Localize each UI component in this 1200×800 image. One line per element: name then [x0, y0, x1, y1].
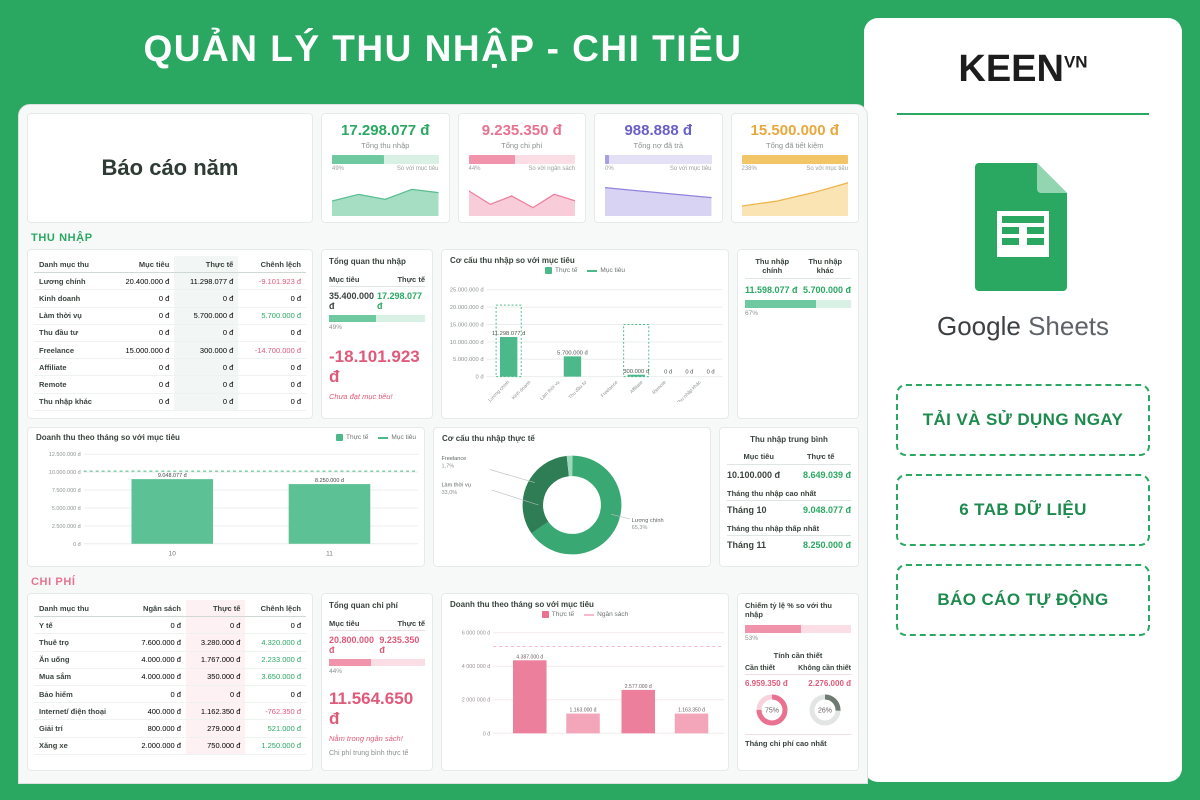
svg-text:8.250.000 đ: 8.250.000 đ: [315, 478, 344, 485]
product-word-1: Google: [936, 311, 1021, 341]
svg-text:2 000 000 đ: 2 000 000 đ: [461, 697, 491, 704]
svg-text:Lương chính: Lương chính: [631, 517, 664, 524]
overview-sub: Chi phí trung bình thực tế: [329, 750, 409, 757]
kpi-sparkline: [332, 176, 439, 216]
income-structure-chart-card: [441, 249, 729, 419]
overview-col-target: Mục tiêu: [329, 275, 360, 284]
chart-legend: [442, 611, 728, 618]
svg-text:5.000.000 đ: 5.000.000 đ: [51, 505, 81, 512]
svg-text:2.500.000 đ: 2.500.000 đ: [51, 523, 81, 530]
svg-text:Freelance: Freelance: [441, 456, 467, 463]
avg-title: Thu nhập trung bình: [750, 435, 828, 444]
svg-text:20.000.000 đ: 20.000.000 đ: [449, 305, 484, 312]
expense-overview-card: [321, 593, 433, 771]
table-header-row: [34, 256, 306, 273]
brand-divider: [897, 113, 1149, 115]
overview-actual-value: 17.298.077 đ: [377, 291, 423, 311]
income-overview-card: [321, 249, 433, 419]
svg-text:0 đ: 0 đ: [706, 369, 715, 376]
overview-pct: 44%: [329, 668, 343, 675]
income-donut-card: [433, 427, 711, 567]
svg-text:7.500.000 đ: 7.500.000 đ: [51, 488, 81, 495]
promo-panel: [864, 18, 1182, 782]
table-row: Internet/ điện thoại 400.000 đ 1.162.350 đ -762.350 đ: [34, 703, 306, 720]
kpi-total-expense: [458, 113, 587, 223]
income-split-card: [737, 249, 859, 419]
svg-text:11: 11: [326, 550, 333, 558]
svg-text:Freelance: Freelance: [600, 380, 620, 400]
table-row: Y tế 0 đ 0 đ 0 đ: [34, 617, 306, 634]
chart-legend: [336, 434, 416, 441]
kpi-total-savings: [731, 113, 860, 223]
svg-text:0 đ: 0 đ: [73, 541, 81, 548]
svg-text:Remote: Remote: [652, 380, 668, 396]
brand-name: KEEN: [958, 48, 1064, 90]
svg-text:4 000 000 đ: 4 000 000 đ: [461, 664, 491, 671]
table-row: Bảo hiểm 0 đ 0 đ 0 đ: [34, 685, 306, 702]
kpi-sparkline: [469, 176, 576, 216]
col-diff: Chênh lệch: [245, 600, 306, 617]
kpi-pct: 44%: [468, 166, 481, 172]
table-row: Freelance 15.000.000 đ 300.000 đ -14.700.000 đ: [34, 341, 306, 358]
split-pct: 67%: [745, 310, 759, 317]
svg-text:5.700.000 đ: 5.700.000 đ: [557, 350, 588, 357]
income-overview-title: Tổng quan thu nhập: [329, 257, 406, 266]
product-word-2: Sheets: [1028, 311, 1110, 341]
overview-pct: 49%: [329, 324, 343, 331]
necessity-value: 6.959.350 đ: [745, 679, 788, 688]
overview-col-actual: Thực tế: [397, 619, 425, 628]
high-month-label: Tháng thu nhập cao nhất: [727, 489, 851, 501]
kpi-pct-note: So với mục tiêu: [669, 166, 712, 172]
overview-actual-value: 9.235.350 đ: [379, 635, 420, 655]
kpi-pct-note: So với mục tiêu: [396, 166, 439, 172]
avg-col-actual: Thực tế: [806, 452, 835, 461]
monthly-expense-chart: [442, 618, 728, 748]
expense-table-card: [27, 593, 313, 771]
kpi-label: Tổng thu nhập: [361, 141, 410, 150]
legend-actual: Thực tế: [542, 611, 574, 618]
section-expense-label: CHI PHÍ: [31, 576, 76, 588]
overview-note: Nằm trong ngân sách!: [329, 734, 403, 743]
svg-text:33,0%: 33,0%: [441, 489, 458, 496]
col-category: Danh mục thu: [34, 256, 110, 273]
necessity-pct: 75%: [764, 707, 779, 715]
income-table-card: [27, 249, 313, 419]
col-budget: Ngân sách: [126, 600, 186, 617]
unnecessity-label: Không cần thiết: [798, 665, 851, 672]
kpi-value: 9.235.350 đ: [481, 122, 562, 139]
kpi-sparkline: [605, 176, 712, 216]
chart-title: Cơ cấu thu nhập thực tế: [442, 434, 535, 443]
kpi-value: 15.500.000 đ: [750, 122, 839, 139]
table-row: Giải trí 800.000 đ 279.000 đ 521.000 đ: [34, 720, 306, 737]
expense-overview-title: Tổng quan chi phí: [329, 601, 398, 610]
low-month: Tháng 11: [727, 540, 767, 550]
table-row: Affiliate 0 đ 0 đ 0 đ: [34, 359, 306, 376]
kpi-label: Tổng nợ đã trả: [633, 141, 684, 150]
split-other-label: Thu nhập khác: [808, 257, 843, 275]
necessity-label: Cần thiết: [745, 665, 775, 672]
split-other-value: 5.700.000 đ: [802, 285, 851, 295]
ratio-pct: 53%: [745, 635, 759, 642]
kpi-pct-note: So với mục tiêu: [806, 166, 848, 172]
svg-text:11.298.077 đ: 11.298.077 đ: [492, 331, 526, 338]
table-row: Mua sắm 4.000.000 đ 350.000 đ 3.650.000 đ: [34, 668, 306, 685]
overview-diff: -18.101.923 đ: [329, 347, 420, 386]
kpi-value: 17.298.077 đ: [341, 122, 430, 139]
overview-col-actual: Thực tế: [397, 275, 425, 284]
brand-logo: [864, 48, 1182, 91]
col-target: Mục tiêu: [110, 256, 175, 273]
overview-note: Chưa đạt mục tiêu!: [329, 392, 393, 401]
col-actual: Thực tế: [174, 256, 238, 273]
auto-report-button[interactable]: BÁO CÁO TỰ ĐỘNG: [896, 564, 1150, 636]
chart-title: Doanh thu theo tháng so với mục tiêu: [450, 600, 594, 609]
svg-text:4.387.000 đ: 4.387.000 đ: [516, 654, 544, 661]
kpi-pct: 0%: [605, 166, 614, 172]
split-main-value: 11.598.077 đ: [745, 285, 798, 295]
table-row: Ăn uống 4.000.000 đ 1.767.000 đ 2.233.000 đ: [34, 651, 306, 668]
dashboard-screenshot: [18, 104, 868, 784]
svg-text:1.163.000 đ: 1.163.000 đ: [569, 707, 597, 714]
svg-text:25.000.000 đ: 25.000.000 đ: [449, 287, 484, 294]
overview-col-target: Mục tiêu: [329, 619, 360, 628]
expense-ratio-card: [737, 593, 859, 771]
svg-text:1.163.350 đ: 1.163.350 đ: [678, 707, 706, 714]
legend-actual: Thực tế: [336, 434, 368, 441]
kpi-value: 988.888 đ: [624, 122, 693, 139]
svg-text:Thu đầu tư: Thu đầu tư: [568, 380, 589, 401]
svg-text:12.500.000 đ: 12.500.000 đ: [48, 452, 81, 459]
brand-suffix: VN: [1063, 52, 1088, 72]
kpi-sparkline: [742, 176, 849, 216]
svg-text:1,7%: 1,7%: [441, 463, 455, 470]
svg-text:10.000.000 đ: 10.000.000 đ: [449, 339, 484, 346]
income-table: [34, 256, 306, 411]
svg-text:0 đ: 0 đ: [664, 369, 673, 376]
low-month-value: 8.250.000 đ: [802, 540, 851, 550]
svg-text:Kinh doanh: Kinh doanh: [511, 380, 533, 402]
table-row: Thu đầu tư 0 đ 0 đ 0 đ: [34, 324, 306, 341]
kpi-pct-note: So với ngân sách: [528, 166, 575, 172]
split-main-label: Thu nhập chính: [755, 257, 790, 275]
expense-row: [27, 593, 859, 771]
page-title: QUẢN LÝ THU NHẬP - CHI TIÊU: [143, 28, 743, 69]
google-sheets-label: [864, 311, 1182, 342]
table-row: Thuê trọ 7.600.000 đ 3.280.000 đ 4.320.000 đ: [34, 634, 306, 651]
avg-col-target: Mục tiêu: [743, 452, 774, 461]
necessity-donuts: [745, 692, 851, 728]
ratio-title: Chiếm tỷ lệ % so với thu nhập: [745, 601, 833, 619]
overview-target-value: 35.400.000 đ: [329, 291, 375, 311]
high-month-value: 9.048.077 đ: [802, 505, 851, 515]
svg-text:Làm thời vụ: Làm thời vụ: [441, 482, 471, 489]
expense-high-month-label: Tháng chi phí cao nhất: [745, 734, 851, 748]
income-structure-chart: [442, 274, 728, 402]
col-actual: Thực tế: [186, 600, 246, 617]
legend-budget: Ngân sách: [584, 611, 628, 618]
download-now-button[interactable]: TẢI VÀ SỬ DỤNG NGAY: [896, 384, 1150, 456]
table-row: Kinh doanh 0 đ 0 đ 0 đ: [34, 290, 306, 307]
table-row: Xăng xe 2.000.000 đ 750.000 đ 1.250.000 đ: [34, 737, 306, 754]
high-month: Tháng 10: [727, 505, 767, 515]
monthly-income-chart: [28, 442, 424, 560]
monthly-income-chart-card: [27, 427, 425, 567]
svg-text:10: 10: [168, 550, 176, 558]
google-sheets-icon: [971, 159, 1075, 291]
svg-text:Lương chính: Lương chính: [487, 380, 512, 402]
unnecessity-donut: [807, 692, 843, 728]
kpi-pct: 49%: [332, 166, 345, 172]
table-header-row: [34, 600, 306, 617]
svg-text:15.000.000 đ: 15.000.000 đ: [449, 322, 484, 329]
unnecessity-value: 2.276.000 đ: [808, 679, 851, 688]
chart-title: Cơ cấu thu nhập so với mục tiêu: [450, 256, 575, 265]
table-row: Lương chính 20.400.000 đ 11.298.077 đ -9.101.923 đ: [34, 273, 306, 290]
chart-legend: [442, 267, 728, 274]
necessity-donut: [754, 692, 790, 728]
table-row: Remote 0 đ 0 đ 0 đ: [34, 376, 306, 393]
overview-target-value: 20.800.000 đ: [329, 635, 375, 655]
kpi-row: [27, 113, 859, 223]
income-average-card: [719, 427, 859, 567]
svg-text:6 000 000 đ: 6 000 000 đ: [461, 630, 491, 637]
income-donut-chart: [434, 445, 710, 565]
avg-target-value: 10.100.000 đ: [727, 470, 781, 480]
col-diff: Chênh lệch: [238, 256, 306, 273]
svg-text:0 đ: 0 đ: [475, 374, 484, 381]
income-row-1: [27, 249, 859, 419]
promo-button-group: [864, 384, 1182, 636]
col-category: Danh mục thu: [34, 600, 126, 617]
kpi-label: Tổng đã tiết kiệm: [765, 141, 824, 150]
svg-text:Thu nhập khác: Thu nhập khác: [676, 380, 703, 402]
svg-text:5.000.000 đ: 5.000.000 đ: [453, 357, 484, 364]
kpi-label: Tổng chi phí: [501, 141, 543, 150]
svg-text:300.000 đ: 300.000 đ: [623, 368, 650, 375]
avg-actual-value: 8.649.039 đ: [802, 470, 851, 480]
legend-target: Mục tiêu: [378, 434, 416, 441]
low-month-label: Tháng thu nhập thấp nhất: [727, 524, 851, 536]
svg-text:0 đ: 0 đ: [482, 731, 491, 738]
svg-text:2.577.000 đ: 2.577.000 đ: [624, 683, 652, 690]
section-income-label: THU NHẬP: [31, 232, 93, 244]
income-row-2: [27, 427, 859, 567]
expense-table: [34, 600, 306, 755]
unnecessity-pct: 26%: [817, 707, 832, 715]
six-tabs-button[interactable]: 6 TAB DỮ LIỆU: [896, 474, 1150, 546]
kpi-pct: 238%: [741, 166, 757, 172]
overview-diff: 11.564.650 đ: [329, 689, 414, 728]
necessity-title: Tính cần thiết: [773, 651, 823, 660]
svg-text:65,3%: 65,3%: [631, 525, 648, 532]
chart-title: Doanh thu theo tháng so với mục tiêu: [36, 433, 180, 442]
svg-text:0 đ: 0 đ: [685, 369, 694, 376]
monthly-expense-chart-card: [441, 593, 729, 771]
kpi-total-income: [321, 113, 450, 223]
svg-text:9.048.077 đ: 9.048.077 đ: [157, 473, 187, 480]
table-row: Thu nhập khác 0 đ 0 đ 0 đ: [34, 393, 306, 410]
legend-target: Mục tiêu: [587, 267, 625, 274]
table-row: Làm thời vụ 0 đ 5.700.000 đ 5.700.000 đ: [34, 307, 306, 324]
svg-text:Affiliate: Affiliate: [629, 380, 645, 395]
legend-actual: Thực tế: [545, 267, 577, 274]
report-title: Báo cáo năm: [27, 113, 313, 223]
svg-text:10.000.000 đ: 10.000.000 đ: [48, 470, 81, 477]
svg-text:Làm thời vụ: Làm thời vụ: [539, 380, 562, 402]
kpi-total-debt-paid: [594, 113, 723, 223]
